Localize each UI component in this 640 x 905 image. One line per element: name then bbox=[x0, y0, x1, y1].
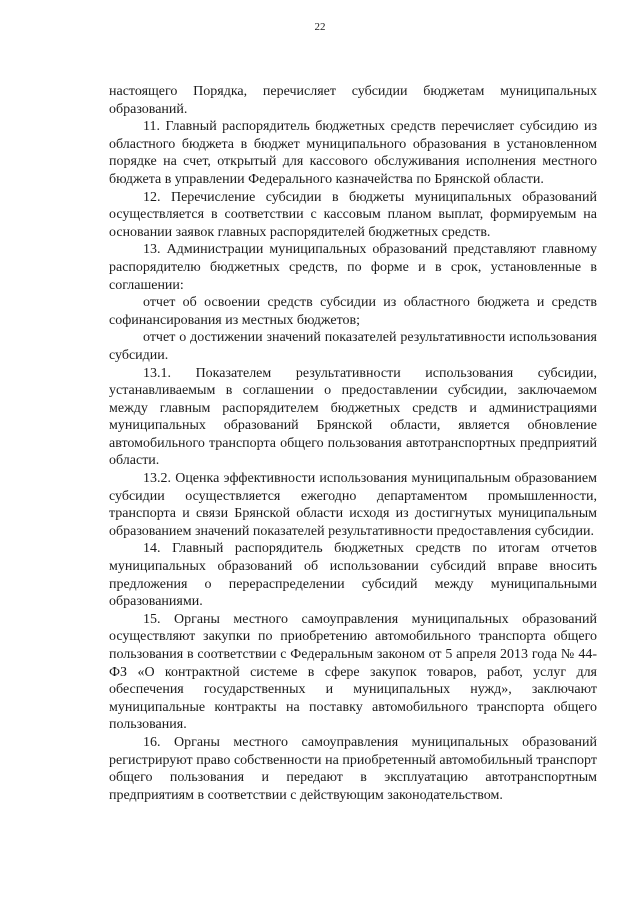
paragraph-15: 15. Органы местного самоуправления муниципальных образований осуществляют закупки по приобретению автомобильного транспорта общего пользования в соответствии с Федеральным законом от 5 апреля 2013 года № 44-ФЗ «О контрактной системе в сфере закупок товаров, работ, услуг для обеспечения государственных и муниципальных нужд», заключают муниципальные контракты на поставку автомобильного транспорта общего пользования. bbox=[109, 611, 597, 733]
paragraph-13-1: 13.1. Показателем результативности использования субсидии, устанавливаемым в соглашении о предоставлении субсидии, заключаемом между главным распорядителем бюджетных средств и администрациями муниципальных образований Брянской области, является обновление автомобильного транспорта общего пользования автотранспортных предприятий области. bbox=[109, 365, 597, 469]
paragraph-13-2: 13.2. Оценка эффективности использования муниципальным образованием субсидии осуществляется ежегодно департаментом промышленности, транспорта и связи Брянской области исходя из достигнутых муниципальным образованием значений показателей результативности предоставления субсидии. bbox=[109, 471, 597, 539]
paragraph-13-report-funds: отчет об освоении средств субсидии из областного бюджета и средств софинансирования из местных бюджетов; bbox=[109, 295, 597, 328]
paragraph-12: 12. Перечисление субсидии в бюджеты муниципальных образований осуществляется в соответствии с кассовым планом выплат, формируемым на основании заявок главных распорядителей бюджетных средств. bbox=[109, 189, 597, 240]
paragraph-13-report-indicators: отчет о достижении значений показателей результативности использования субсидии. bbox=[109, 330, 597, 363]
paragraph-13: 13. Администрации муниципальных образований представляют главному распорядителю бюджетных средств, по форме и в срок, установленные в соглашении: bbox=[109, 242, 597, 293]
page-number: 22 bbox=[314, 21, 326, 33]
paragraph-continuation: настоящего Порядка, перечисляет субсидии бюджетам муниципальных образований. bbox=[109, 84, 597, 117]
paragraph-16: 16. Органы местного самоуправления муниципальных образований регистрируют право собственности на приобретенный автомобильный транспорт общего пользования и передают в эксплуатацию автотранспортным предприятиям в соответствии с действующим законодательством. bbox=[109, 734, 597, 803]
paragraph-11: 11. Главный распорядитель бюджетных средств перечисляет субсидию из областного бюджета в бюджет муниципального образования в установленном порядке на счет, открытый для кассового обслуживания исполнения местного бюджета в управлении Федерального казначейства по Брянской области. bbox=[109, 119, 597, 187]
document-body bbox=[109, 83, 597, 804]
paragraph-14: 14. Главный распорядитель бюджетных средств по итогам отчетов муниципальных образований об использовании субсидий вправе вносить предложения о перераспределении субсидий между муниципальными образованиями. bbox=[109, 541, 597, 610]
